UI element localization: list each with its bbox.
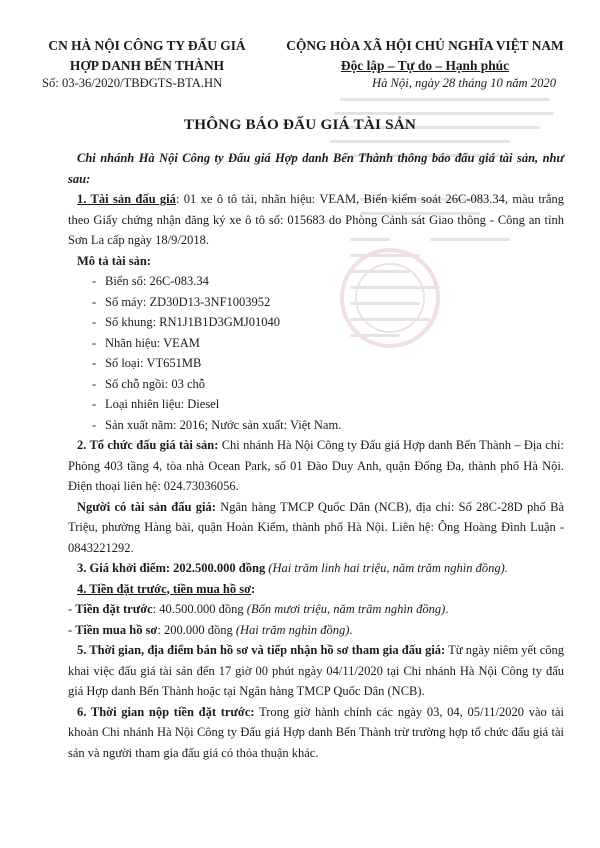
section-fees-label: 4. Tiền đặt trước, tiền mua hồ sơ: [77, 581, 252, 596]
section-starting-price: [68, 558, 564, 579]
spec-item-engine: - Số máy: ZD30D13-3NF1003952: [68, 292, 564, 313]
issuer-line-2: HỢP DANH BẾN THÀNH: [69, 58, 225, 73]
document-header: [0, 36, 600, 106]
spec-item-chassis: - Số khung: RN1J1B1D3GMJ01040: [68, 312, 564, 333]
document-body: [68, 148, 564, 763]
nation-name: CỘNG HÒA XÃ HỘI CHỦ NGHĨA VIỆT NAM: [286, 38, 564, 53]
intro-paragraph: Chi nhánh Hà Nội Công ty Đấu giá Hợp danh Bến Thành thông báo đấu giá tài sản, như sau:: [68, 151, 564, 186]
issuer-block: [16, 36, 278, 76]
asset-spec-list: [68, 271, 564, 435]
spec-item-model: - Số loại: VT651MB: [68, 353, 564, 374]
asset-spec-heading: Mô tả tài sản:: [77, 253, 151, 268]
spec-item-fuel: - Loại nhiên liệu: Diesel: [68, 394, 564, 415]
national-motto: Độc lập – Tự do – Hạnh phúc: [340, 58, 510, 73]
deposit-note: (Bốn mươi triệu, năm trăm nghìn đồng): [246, 602, 446, 616]
section-owner-text: Ngân hàng TMCP Quốc Dân (NCB), địa chỉ: Số 28C-28D phố Bà Triệu, phường Hàng bài, quận Hoàn Kiếm, thành phố Hà Nội. Liên hệ: Ông Hoàng Đình Luận - 0843221292.: [68, 499, 565, 555]
section-asset: [68, 189, 564, 251]
section-organizer-text: Chi nhánh Hà Nội Công ty Đấu giá Hợp danh Bến Thành – Địa chỉ: Phòng 403 tầng 4, tòa nhà Ocean Park, số 01 Đào Duy Anh, quận Đống Đa, thành phố Hà Nội. Điện thoại liên hệ: 024.73036056.: [68, 438, 564, 493]
deposit-amount: : 40.500.000 đồng: [152, 602, 247, 616]
section-registration: [68, 640, 564, 702]
section-deposit-time: [68, 702, 564, 764]
section-organizer: [68, 435, 564, 497]
section-asset-label: 1. Tài sản đấu giá: [77, 192, 176, 206]
section-fees-colon: :: [251, 581, 256, 596]
deposit-label: Tiền đặt trước: [75, 602, 153, 616]
document-fee-label: Tiền mua hồ sơ: [75, 622, 158, 637]
document-title: THÔNG BÁO ĐẤU GIÁ TÀI SẢN: [183, 116, 417, 133]
document-fee-amount: : 200.000 đồng: [157, 622, 236, 637]
section-deposit-time-text: Trong giờ hành chính các ngày 03, 04, 05/11/2020 vào tài khoản Chi nhánh Hà Nội Công ty Đấu giá Hợp danh Bến Thành trừ trường hợp tổ chức đấu giá tài sản và người tham gia đấu giá có thỏa thuận khác.: [68, 704, 564, 760]
spec-item-plate: - Biển số: 26C-083.34: [68, 271, 564, 292]
section-owner-label: Người có tài sản đấu giá:: [77, 499, 216, 514]
document-fee-line: - Tiền mua hồ sơ: 200.000 đồng (Hai trăm nghìn đồng).: [68, 622, 353, 637]
section-owner: [68, 497, 564, 559]
section-deposit-time-label: 6. Thời gian nộp tiền đặt trước:: [77, 704, 255, 719]
section-registration-label: 5. Thời gian, địa điểm bán hồ sơ và tiếp nhận hồ sơ tham gia đấu giá:: [77, 643, 446, 657]
national-heading: [260, 36, 590, 76]
document-fee-note: (Hai trăm nghìn đồng): [235, 622, 350, 637]
section-asset-text: : 01 xe ô tô tải, nhãn hiệu: VEAM, Biển kiểm soát 26C-083.34, màu trắng theo Giấy chứng nhận đăng ký xe ô tô số: 015683 do Phòng Cảnh sát Giao thông - Công an tỉnh Sơn La cấp ngày 18/9/2018.: [68, 192, 564, 247]
section-organizer-label: 2. Tổ chức đấu giá tài sản:: [77, 438, 219, 452]
starting-price-note: (Hai trăm linh hai triệu, năm trăm nghìn đồng).: [265, 561, 508, 575]
spec-item-brand: - Nhãn hiệu: VEAM: [68, 333, 564, 354]
deposit-line: - Tiền đặt trước: 40.500.000 đồng (Bốn mươi triệu, năm trăm nghìn đồng).: [68, 602, 449, 616]
starting-price-label: 3. Giá khởi điểm: 202.500.000 đồng: [77, 561, 266, 575]
section-fees: [68, 579, 564, 600]
deposit-end: .: [445, 602, 449, 616]
document-date: Hà Nội, ngày 28 tháng 10 năm 2020: [371, 76, 556, 90]
section-registration-text: Từ ngày niêm yết công khai việc đấu giá tài sản đến 17 giờ 00 phút ngày 04/11/2020 tại Chi nhánh Hà Nội Công ty đấu giá Hợp danh Bến Thành hoặc tại Ngân hàng TMCP Quốc Dân (NCB).: [68, 643, 565, 698]
document-fee-end: .: [349, 622, 353, 637]
spec-item-year: - Sản xuất năm: 2016; Nước sản xuất: Việt Nam.: [68, 415, 564, 436]
issuer-line-1: CN HÀ NỘI CÔNG TY ĐẤU GIÁ: [48, 38, 246, 53]
document-number: Số: 03-36/2020/TBĐGTS-BTA.HN: [42, 76, 223, 90]
spec-item-seats: - Số chỗ ngồi: 03 chỗ: [68, 374, 564, 395]
